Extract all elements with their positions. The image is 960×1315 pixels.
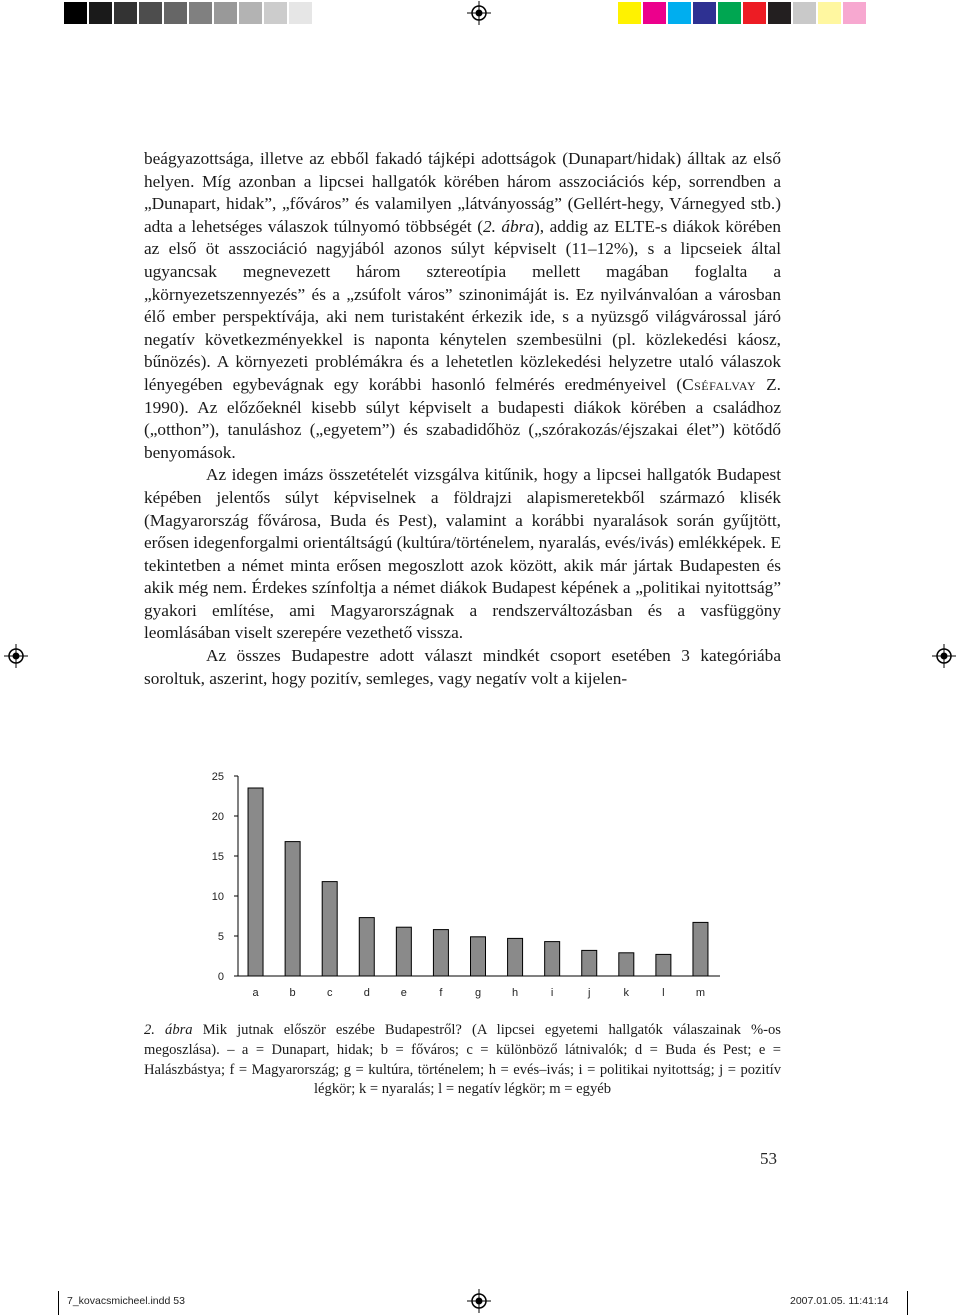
grayscale-calibration-bar [64, 2, 314, 24]
calibration-swatch [64, 2, 87, 24]
body-text [144, 148, 781, 690]
calibration-swatch [139, 2, 162, 24]
bar-chart-svg [198, 762, 738, 1007]
calibration-swatch [818, 2, 841, 24]
calibration-swatch [189, 2, 212, 24]
x-tick-label: b [289, 987, 296, 999]
calibration-swatch [289, 2, 312, 24]
x-tick-label: e [400, 987, 407, 999]
calibration-swatch [643, 2, 666, 24]
bar-h [508, 938, 523, 976]
paragraph-1: beágyazottsága, illetve az ebből fakadó tájképi adottságok (Dunapart/hidak) álltak az első helyen. Míg azonban a lipcsei hallgatók körében három asszociációs kép, sorrendben a „Dunapart, hidak”, „főváros” és valamilyen „látványosság” (Gellért-hegy, Várnegyed stb.) adta a lehetséges válaszok túlnyomó többségét (2. ábra), addig az ELTE-s diákok körében az első öt asszociáció nagyjából azonos súlyt képviselt (11–12%), s a lipcseiek által ugyancsak megnevezett három sztereotípia mellett magában foglalta a „környezetszennyezés” és a „zsúfolt város” szinonimáját is. Ez nyilvánvalóan a városban élő ember perspektívája, aki nem turistaként érkezik ide, s a nyüzsgő világvárossal járó negatív következményekkel is naponta kénytelen szembesülni (pl. közlekedési káosz, bűnözés). A környezeti problémákra és a lehetetlen közlekedési helyzetre utaló válaszok lényegében egybevágnak egy korábbi hasonló felmérés eredményeivel (Cséfalvay Z. 1990). Az előzőeknél kisebb súlyt képviselt a budapesti diákok körében a családhoz („otthon”), tanuláshoz („egyetem”) és szabadidőhöz („szórakozás/éjszakai élet”) kötődő benyomások. [144, 149, 781, 462]
bar-m [693, 922, 708, 976]
bar-e [396, 927, 411, 976]
y-tick-label: 5 [217, 931, 224, 943]
crop-mark [58, 1291, 59, 1315]
bar-b [285, 842, 300, 976]
registration-mark-icon [932, 644, 956, 668]
bar-d [359, 918, 374, 976]
bar-chart [198, 762, 738, 1007]
paragraph-2: Az idegen imázs összetételét vizsgálva kitűnik, hogy a lipcsei hallgatók Budapest képében jelentős súlyt képviselnek a földrajzi alapismeretekből származó klisék (Magyarország fővárosa, Buda és Pest), valamint a korábbi nyaralások során gyűjtött, erősen idegenforgalmi orientáltságú (kultúra/történelem, nyaralás, evés/ivás) emlékképek. E tekintetben a német minta erősen megoszlott azok között, akik már jártak Budapesten és akik még nem. Érdekes színfoltja a német diákok Budapest képének a „politikai nyitottság” gyakori említése, ami Magyarországnak a rendszerváltozásban és a vasfüggöny leomlásában viselt szerepére vezethető vissza. [144, 465, 781, 643]
caption-text: Mik jutnak először eszébe Budapestről? (A lipcsei egyetemi hallgatók válaszainak %-os megoszlása). – a = Dunapart, hidak; b = főváros; c = különböző látnivalók; d = Buda és Pest; e = Halászbástya; f = Magyarország; g = kultúra, történelem; h = evés–ivás; i = politikai nyitottság; j = pozitív légkör; k = nyaralás; l = negatív légkör; m = egyéb [144, 1022, 781, 1098]
calibration-swatch [843, 2, 866, 24]
bar-f [433, 930, 448, 976]
bar-l [656, 954, 671, 976]
bar-i [545, 942, 560, 976]
calibration-swatch [89, 2, 112, 24]
bar-g [471, 937, 486, 976]
x-tick-label: h [512, 987, 519, 999]
calibration-swatch [793, 2, 816, 24]
bar-c [322, 882, 337, 976]
y-tick-label: 20 [211, 811, 224, 823]
figure-caption [144, 1021, 781, 1100]
registration-mark-icon [467, 1289, 491, 1313]
x-tick-label: a [252, 987, 259, 999]
calibration-swatch [164, 2, 187, 24]
calibration-swatch [114, 2, 137, 24]
calibration-swatch [743, 2, 766, 24]
calibration-swatch [214, 2, 237, 24]
page-number: 53 [760, 1149, 777, 1168]
calibration-swatch [239, 2, 262, 24]
x-tick-label: c [326, 987, 333, 999]
x-tick-label: g [474, 987, 482, 999]
calibration-swatch [693, 2, 716, 24]
x-tick-label: j [588, 987, 591, 999]
calibration-swatch [668, 2, 691, 24]
y-tick-label: 0 [217, 971, 224, 983]
registration-mark-icon [467, 1, 491, 25]
y-tick-label: 25 [211, 771, 224, 783]
registration-mark-icon [4, 644, 28, 668]
citation-author: Cséfalvay [682, 374, 757, 394]
x-tick-label: d [363, 987, 370, 999]
x-tick-label: m [695, 987, 706, 999]
calibration-swatch [768, 2, 791, 24]
x-tick-label: i [550, 987, 554, 999]
figure-reference: 2. ábra [482, 216, 535, 236]
crop-mark [907, 1291, 908, 1315]
bar-j [582, 950, 597, 976]
x-tick-label: k [623, 987, 630, 999]
bar-k [619, 953, 634, 976]
slug-timestamp: 2007.01.05. 11:41:14 [790, 1295, 889, 1307]
paragraph-3: Az összes Budapestre adott választ mindkét csoport esetében 3 kategóriába soroltuk, aszerint, hogy pozitív, semleges, vagy negatív volt a kijelen- [144, 646, 781, 688]
caption-label: 2. ábra [144, 1022, 193, 1038]
y-tick-label: 10 [211, 891, 224, 903]
calibration-swatch [618, 2, 641, 24]
calibration-swatch [718, 2, 741, 24]
y-tick-label: 15 [211, 851, 224, 863]
bar-a [248, 788, 263, 976]
color-calibration-bar [618, 2, 868, 24]
x-tick-label: f [439, 987, 443, 999]
slug-filename: 7_kovacsmicheel.indd 53 [67, 1295, 185, 1307]
calibration-swatch [264, 2, 287, 24]
x-tick-label: l [662, 987, 665, 999]
